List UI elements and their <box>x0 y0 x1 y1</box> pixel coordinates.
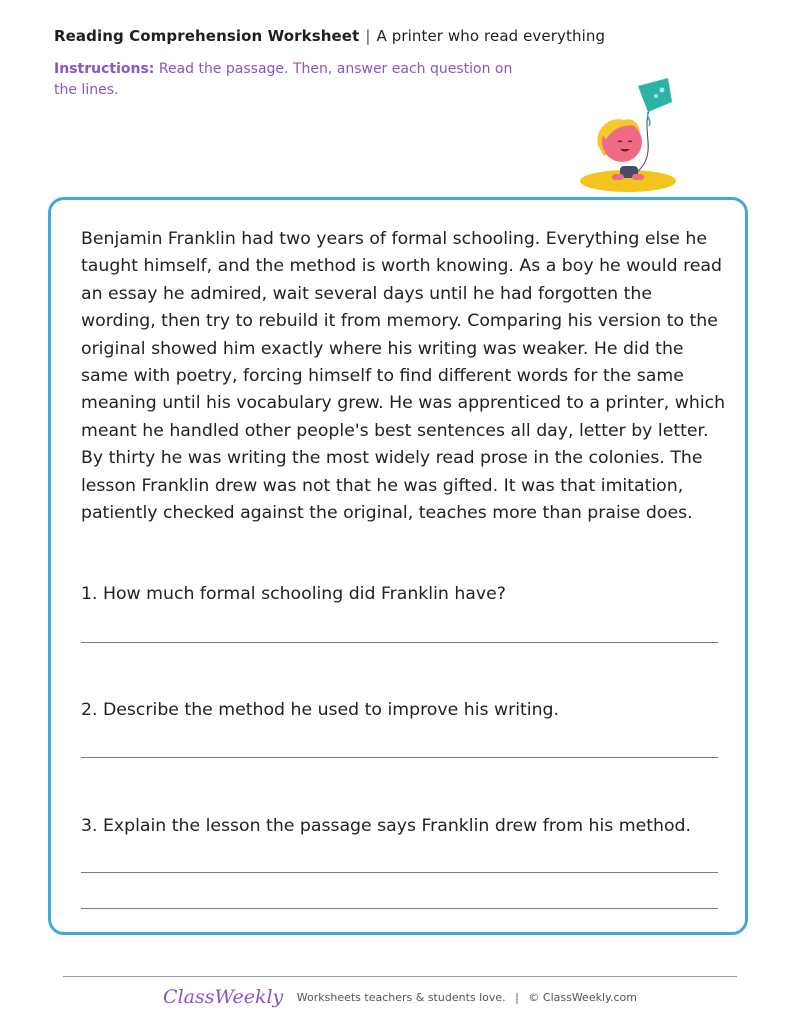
footer-tagline: Worksheets teachers & students love. <box>296 991 506 1004</box>
footer-divider <box>63 976 737 977</box>
answer-line[interactable] <box>81 872 718 873</box>
reading-passage: Benjamin Franklin had two years of formal schooling. Everything else he taught himself, and the method is worth knowing. As a boy he would read an essay he admired, wait several days until he had forgotten the wording, then try to rebuild it from memory. Comparing his version to the original showed him exactly where his writing was weaker. He did the same with poetry, forcing himself to find different words for the same meaning until his vocabulary grew. He was apprenticed to a printer, which meant he handled other people's best sentences all day, letter by letter. By thirty he was writing the most widely read prose in the colonies. The lesson Franklin drew was not that he was gifted. It was that imitation, patiently checked against the original, teaches more than praise does. <box>81 229 726 524</box>
worksheet-title: Reading Comprehension Worksheet <box>54 27 360 45</box>
worksheet-header <box>54 27 605 45</box>
answer-line[interactable] <box>81 908 718 909</box>
instructions-label: Instructions: <box>54 61 155 77</box>
header-separator: | <box>365 27 371 45</box>
question-1: 1. How much formal schooling did Franklin have? <box>81 584 506 604</box>
question-2: 2. Describe the method he used to improve his writing. <box>81 700 560 720</box>
answer-line[interactable] <box>81 642 718 643</box>
classweekly-logo: ClassWeekly <box>163 986 284 1008</box>
footer-copyright: © ClassWeekly.com <box>528 991 637 1004</box>
worksheet-subtitle: A printer who read everything <box>376 27 606 45</box>
footer-separator: | <box>515 991 519 1004</box>
question-3: 3. Explain the lesson the passage says Franklin drew from his method. <box>81 816 691 836</box>
answer-line[interactable] <box>81 757 718 758</box>
child-flying-kite-illustration <box>580 78 690 194</box>
footer <box>0 986 800 1008</box>
instructions-text: Read the passage. Then, answer each question on the lines. <box>54 61 513 98</box>
instructions <box>54 59 514 101</box>
